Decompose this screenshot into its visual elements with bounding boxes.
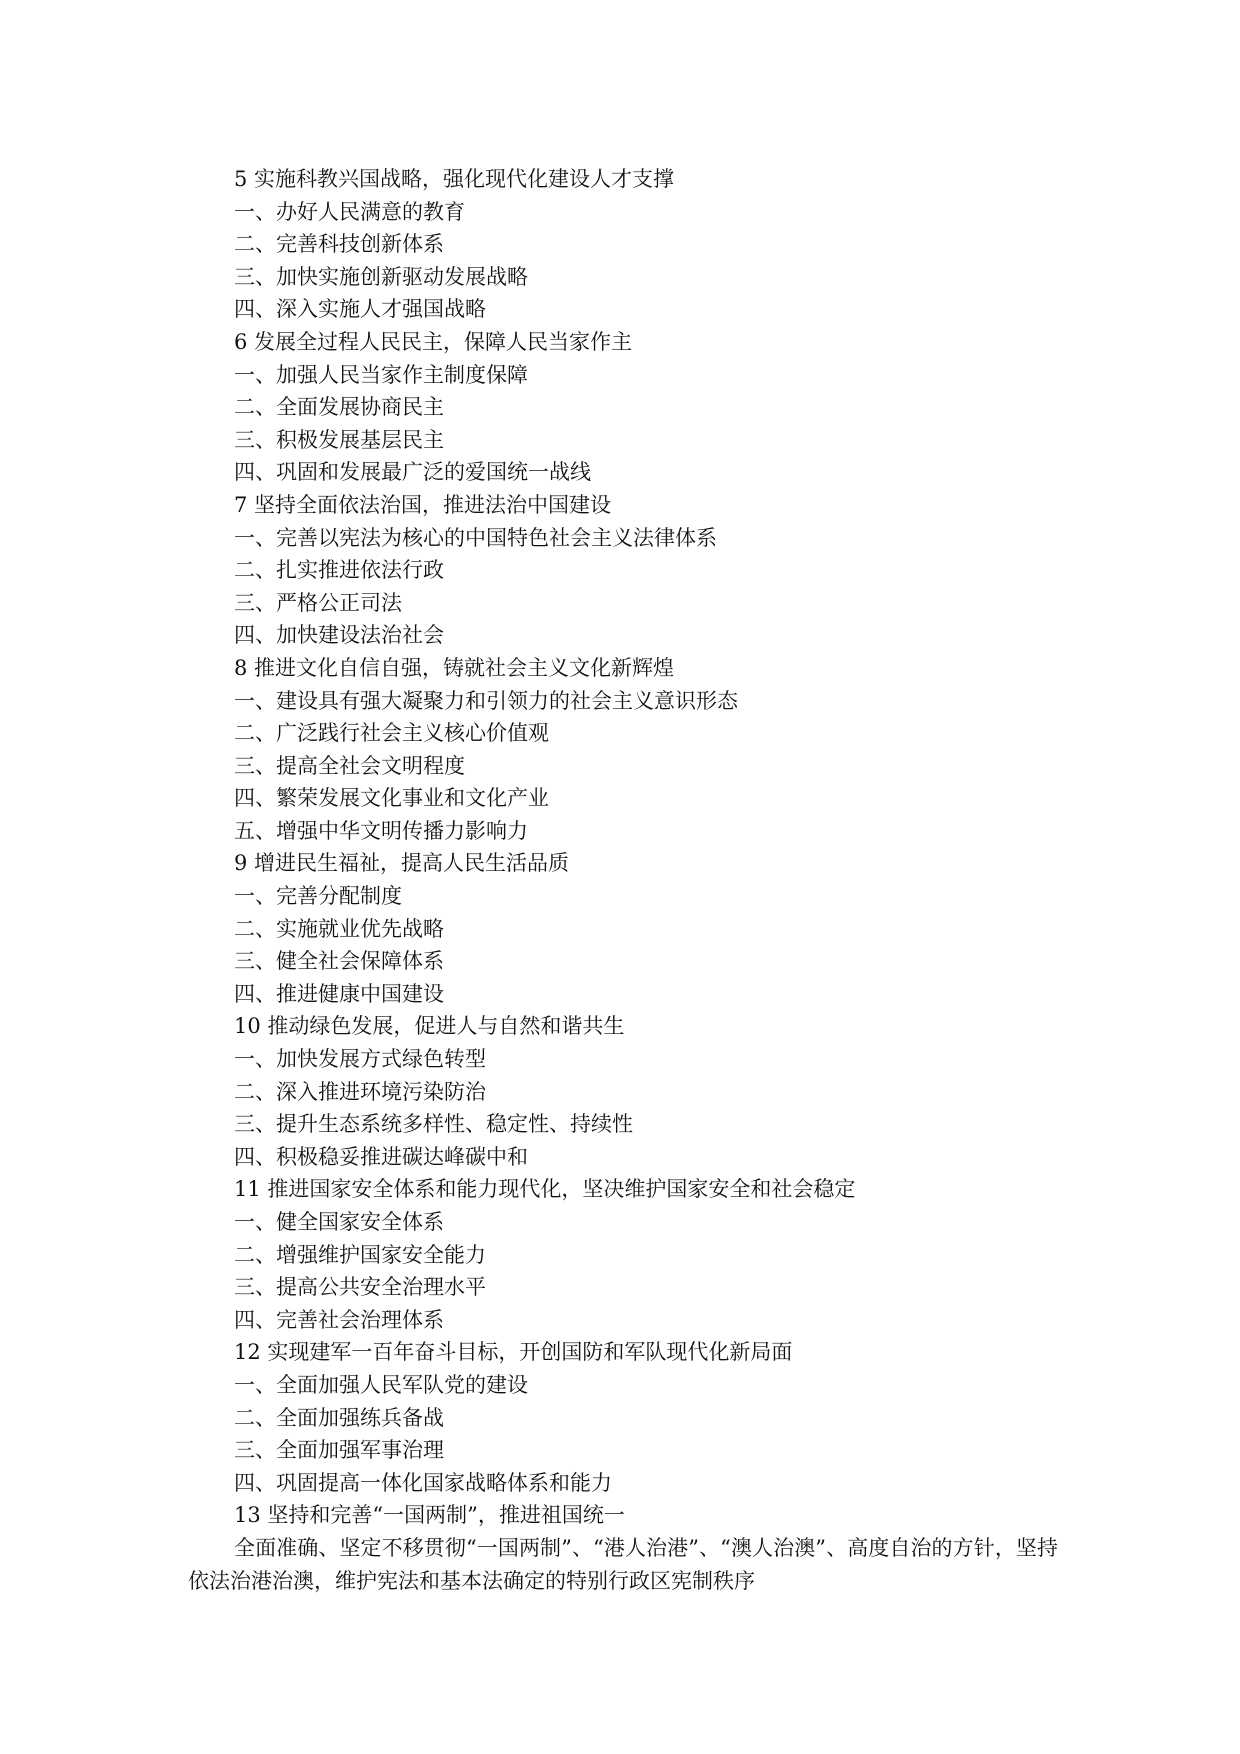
list-item: 二、实施就业优先战略 [234, 916, 444, 941]
heading-section-11: 11 推进国家安全体系和能力现代化，坚决维护国家安全和社会稳定 [234, 1177, 856, 1202]
list-item: 四、繁荣发展文化事业和文化产业 [234, 786, 549, 811]
list-item: 一、办好人民满意的教育 [234, 199, 465, 224]
list-item: 四、巩固和发展最广泛的爱国统一战线 [234, 460, 591, 485]
list-item: 四、积极稳妥推进碳达峰碳中和 [234, 1144, 528, 1169]
list-item: 二、增强维护国家安全能力 [234, 1242, 486, 1267]
heading-section-12: 12 实现建军一百年奋斗目标，开创国防和军队现代化新局面 [234, 1340, 793, 1365]
list-item: 三、加快实施创新驱动发展战略 [234, 264, 528, 289]
heading-section-9: 9 增进民生福祉，提高人民生活品质 [234, 851, 570, 876]
list-item: 四、完善社会治理体系 [234, 1307, 444, 1332]
heading-section-5: 5 实施科教兴国战略，强化现代化建设人才支撑 [234, 167, 675, 191]
heading-section-13: 13 坚持和完善“一国两制”，推进祖国统一 [234, 1503, 625, 1528]
list-item: 四、推进健康中国建设 [234, 981, 444, 1006]
list-item: 四、巩固提高一体化国家战略体系和能力 [234, 1470, 612, 1495]
list-item: 三、全面加强军事治理 [234, 1438, 444, 1463]
list-item: 五、增强中华文明传播力影响力 [234, 818, 528, 843]
heading-section-8: 8 推进文化自信自强，铸就社会主义文化新辉煌 [234, 655, 675, 680]
list-item: 二、完善科技创新体系 [234, 232, 444, 257]
list-item: 一、完善分配制度 [234, 884, 402, 909]
body-paragraph: 全面准确、坚定不移贯彻“一国两制”、“港人治港”、“澳人治澳”、高度自治的方针，坚持依法治港治澳，维护宪法和基本法确定的特别行政区宪制秩序 [188, 1535, 1058, 1593]
list-item: 四、加快建设法治社会 [234, 623, 444, 648]
list-item: 三、严格公正司法 [234, 590, 402, 615]
list-item: 四、深入实施人才强国战略 [234, 297, 486, 322]
list-item: 二、扎实推进依法行政 [234, 558, 444, 583]
list-item: 三、提高全社会文明程度 [234, 753, 465, 778]
heading-section-6: 6 发展全过程人民民主，保障人民当家作主 [234, 329, 633, 354]
list-item: 一、健全国家安全体系 [234, 1210, 444, 1234]
document-body [188, 163, 1058, 1597]
list-item: 一、加快发展方式绿色转型 [234, 1047, 486, 1072]
heading-section-7: 7 坚持全面依法治国，推进法治中国建设 [234, 492, 612, 517]
list-item: 二、全面加强练兵备战 [234, 1405, 444, 1430]
list-item: 三、提升生态系统多样性、稳定性、持续性 [234, 1112, 633, 1137]
list-item: 三、提高公共安全治理水平 [234, 1275, 486, 1300]
list-item: 一、建设具有强大凝聚力和引领力的社会主义意识形态 [234, 688, 738, 713]
list-item: 一、全面加强人民军队党的建设 [234, 1372, 528, 1397]
list-item: 一、加强人民当家作主制度保障 [234, 362, 528, 387]
list-item: 一、完善以宪法为核心的中国特色社会主义法律体系 [234, 525, 717, 550]
list-item: 二、全面发展协商民主 [234, 395, 444, 420]
heading-section-10: 10 推动绿色发展，促进人与自然和谐共生 [234, 1014, 625, 1039]
list-item: 二、深入推进环境污染防治 [234, 1079, 486, 1104]
list-item: 三、积极发展基层民主 [234, 427, 444, 452]
list-item: 三、健全社会保障体系 [234, 949, 444, 974]
list-item: 二、广泛践行社会主义核心价值观 [234, 721, 549, 746]
